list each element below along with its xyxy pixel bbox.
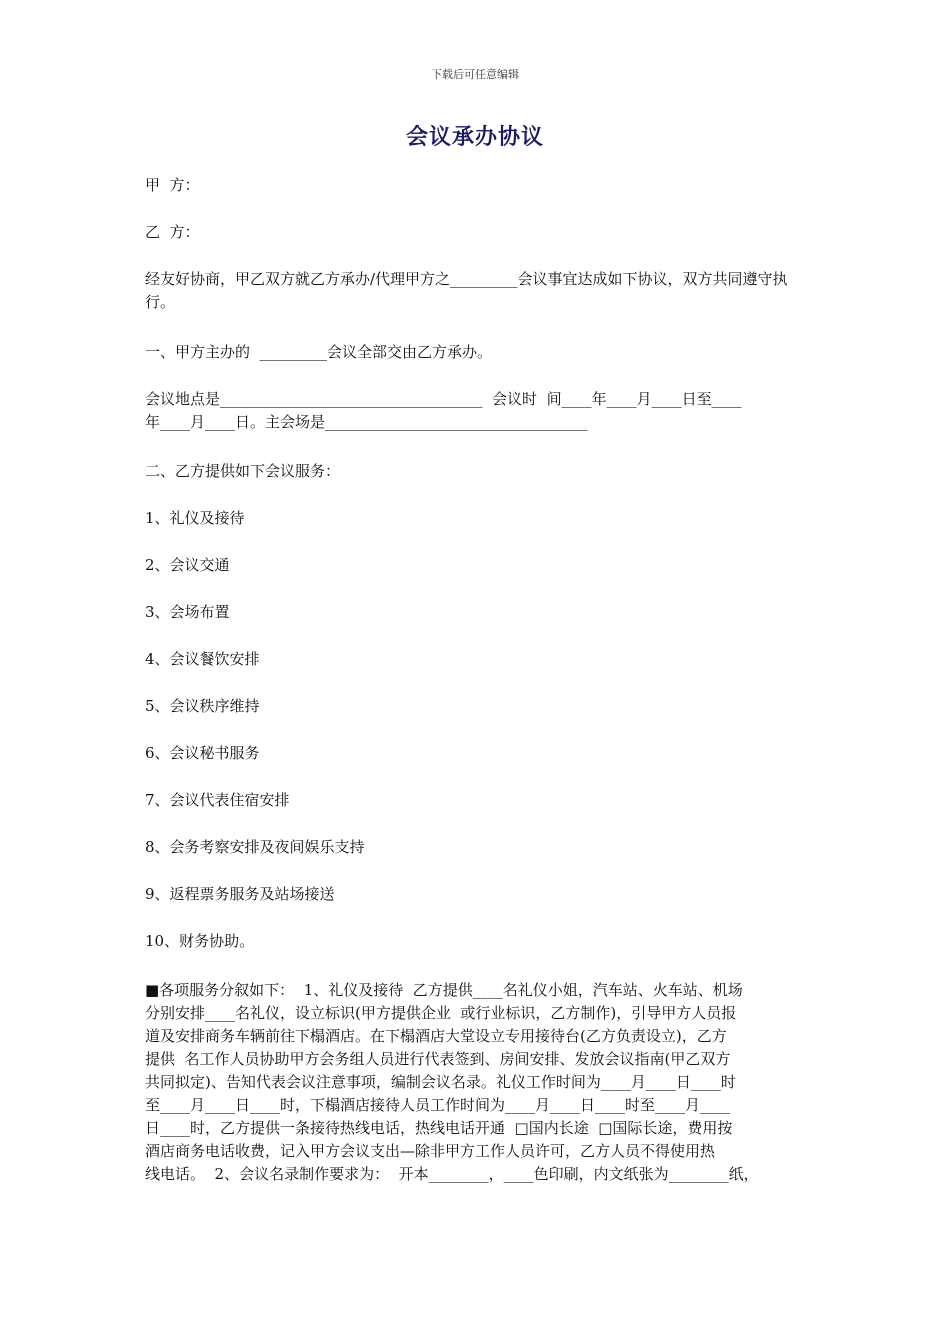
details-line: 线电话。 2、会议名录制作要求为： 开本________，____色印刷，内文纸张为________纸， [145,1165,759,1183]
service-item: 7、会议代表住宿安排 [145,791,290,809]
service-item: 1、礼仪及接待 [145,509,245,527]
document-title: 会议承办协议 [405,124,544,150]
service-item: 4、会议餐饮安排 [145,650,260,668]
details-line: 酒店商务电话收费，记入甲方会议支出—除非甲方工作人员许可，乙方人员不得使用热 [145,1142,716,1160]
service-item: 10、财务协助。 [145,932,255,950]
details-line: 道及安排商务车辆前往下榻酒店。在下榻酒店大堂设立专用接待台(乙方负责设立)，乙方 [145,1027,727,1045]
details-line: 提供 名工作人员协助甲方会务组人员进行代表签到、房间安排、发放会议指南(甲乙双方 [145,1050,731,1068]
download-note: 下载后可任意编辑 [431,68,519,81]
venue-line-2: 年____月____日。主会场是___________________________________ [145,413,588,431]
details-line: 至____月____日____时，下榻酒店接待人员工作时间为____月____日____时至____月____ [145,1096,731,1114]
party-a-line: 甲 方： [145,176,200,194]
intro-paragraph: 经友好协商，甲乙双方就乙方承办/代理甲方之_________会议事宜达成如下协议，双方共同遵守执行。 [145,270,788,311]
details-line: ■各项服务分叙如下： 1、礼仪及接待 乙方提供____名礼仪小姐，汽车站、火车站、机场 [145,981,743,999]
service-item: 2、会议交通 [145,556,230,574]
details-line: 日____时，乙方提供一条接待热线电话，热线电话开通 □国内长途 □国际长途，费用按 [145,1119,733,1137]
clause-1: 一、甲方主办的 _________会议全部交由乙方承办。 [145,343,493,361]
clause-2: 二、乙方提供如下会议服务： [145,462,341,480]
service-item: 6、会议秘书服务 [145,744,260,762]
service-item: 9、返程票务服务及站场接送 [145,885,335,903]
venue-line-1: 会议地点是___________________________________ 会议时 间____年____月____日至____ [145,390,742,408]
details-line: 分别安排____名礼仪，设立标识(甲方提供企业 或行业标识，乙方制作)，引导甲方人员报 [145,1004,737,1022]
service-item: 8、会务考察安排及夜间娱乐支持 [145,838,365,856]
service-item: 5、会议秩序维持 [145,697,260,715]
details-line: 共同拟定)、告知代表会议注意事项，编制会议名录。礼仪工作时间为____月____日____时 [145,1073,736,1091]
service-item: 3、会场布置 [145,603,230,621]
party-b-line: 乙 方： [145,223,200,241]
